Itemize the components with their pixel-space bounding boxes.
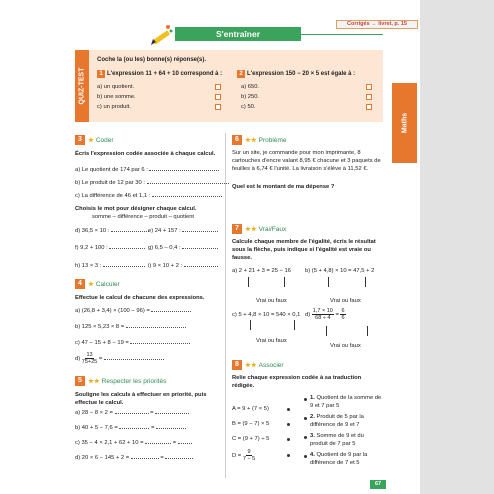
equality-c: c) 5 + 4,8 × 10 = 540 × 0,1 [232,312,301,318]
exercise-5-item-d[interactable] [75,455,193,461]
arrow-down [367,326,368,336]
quiz-question-1 [97,70,222,78]
exercise-6-title: Problème [258,136,287,144]
exercise-5-item-b[interactable] [75,425,186,431]
exercise-4-item-d[interactable] [75,352,164,365]
arrow-down [294,320,295,330]
exercise-3-calc-e[interactable] [148,228,218,234]
difficulty-stars: ★★ [245,137,257,144]
exercise-5-header [75,376,166,386]
difficulty-stars: ★★ [88,378,100,385]
answer-line[interactable] [184,266,218,267]
item-text: b) 40 + 5 − 7,6 = [75,425,118,431]
item-text: c) 35 − 4 × 2,1 + 62 + 10 = [75,440,144,446]
true-false-field-b[interactable]: Vrai ou faux [330,298,361,304]
exercise-3-instruction: Écris l'expression codée associée à chaque calcul. [75,151,216,157]
exercise-3-calc-i[interactable] [148,263,218,269]
item-text: e) 24 + 157 : [148,228,181,234]
exercise-8-instruction: Relie chaque expression codée à sa traduction rédigée. [232,375,362,389]
answer-line[interactable] [126,327,186,328]
translation-1 [310,394,382,410]
answer-line[interactable] [182,231,218,232]
item-text: c) La différence de 46 et 1,1 : [75,193,151,199]
expression-d [232,449,255,462]
arrow-down [284,277,285,287]
quiz-q2-option-c: c) 50. [241,104,256,110]
fraction [312,308,334,321]
item-text: a) (26,8 + 3,4) × (100 − 96) = [75,308,150,314]
checkbox-q1-c[interactable] [215,104,221,110]
item-text: a) 28 − 8 × 2 = [75,410,113,416]
side-margin [420,0,494,494]
exercise-6-header [232,135,286,145]
item-text: a) Le quotient de 174 par 6 : [75,167,148,173]
link-dot-d[interactable] [287,454,290,457]
true-false-field-d[interactable]: Vrai ou faux [330,343,361,349]
exercise-3-item-c[interactable] [75,193,222,199]
exercise-4-title: Calculer [95,280,120,288]
answer-line[interactable] [151,311,191,312]
link-dot-a[interactable] [287,408,290,411]
exercise-7-header [232,224,286,234]
exercise-7-title: Vrai/Faux [258,225,287,233]
quiz-q1-option-c: c) un produit. [97,104,131,110]
checkbox-q2-b[interactable] [366,94,372,100]
answer-line[interactable] [152,196,222,197]
denominator: 68 ÷ 4 [315,315,331,321]
answer-line[interactable] [165,458,193,459]
quiz-q2-number: 2 [237,70,245,78]
item-label: d) [75,356,81,363]
answer-line[interactable] [156,428,186,429]
equals-sign: = [150,425,155,431]
answer-line[interactable] [147,183,229,184]
exercise-7-instruction: Calcule chaque membre de l'égalité, écris le résultat sous la flèche, puis indique si l'égalité est vraie ou fausse. [232,239,376,261]
answer-line[interactable] [178,443,192,444]
exercise-3-instruction-2: Choisis le mot pour désigner chaque calcul. [75,206,197,212]
true-false-field-c[interactable]: Vrai ou faux [256,338,287,344]
checkbox-q2-a[interactable] [366,84,372,90]
translation-text: Somme de 9 et du produit de 7 par 5 [310,433,364,447]
quiz-q2-option-b: b) 250. [241,94,260,100]
quiz-panel [75,50,383,122]
exercise-4-item-a[interactable] [75,308,191,314]
exercise-3-header [75,135,114,145]
link-dot-3[interactable] [304,436,307,439]
answer-line[interactable] [131,458,159,459]
fraction [340,308,345,321]
quiz-q2-text: L'expression 150 − 20 × 5 est égale à : [247,71,356,77]
equals-sign: = [160,455,164,461]
checkbox-q1-b[interactable] [215,94,221,100]
quiz-q1-option-b: b) une somme. [97,94,136,100]
exercise-3-item-b[interactable] [75,180,229,186]
quiz-question-2 [237,70,355,78]
exercise-6-question: Quel est le montant de ma dépense ? [232,184,335,190]
quiz-q2-option-a: a) 650. [241,84,260,90]
corriges-reference[interactable]: Corrigés → livret, p. 15 [336,20,418,29]
word-list: somme – différence – produit – quotient [92,214,195,220]
denominator: 7 − 5 [242,456,256,462]
translation-text: Quotient de 9 par la différence de 7 et 5 [310,452,368,466]
denominator: 6 [341,315,345,321]
answer-line[interactable] [145,443,171,444]
translation-number: 4. [310,452,315,458]
answer-line[interactable] [115,413,149,414]
item-text: g) 6,5 – 0,4 : [148,245,181,251]
arrow-down [248,277,249,287]
exercise-4-instruction: Effectue le calcul de chacune des expressions. [75,295,205,301]
translation-text: Quotient de la somme de 9 et 7 par 5 [310,395,382,409]
exercise-3-calc-g[interactable] [148,245,218,251]
item-text: h) 13 × 3 : [75,263,102,269]
translation-number: 1. [310,395,315,401]
translation-2 [310,413,382,429]
item-text: b) Le produit de 12 par 30 : [75,180,145,186]
arrow-down [250,320,251,330]
equals-sign: = [335,312,339,319]
item-text: d) 20 × 6 − 145 + 2 = [75,455,130,461]
true-false-field-a[interactable]: Vrai ou faux [256,298,287,304]
exercise-3-calc-f[interactable] [75,245,145,251]
pencil-icon [148,22,174,48]
exercise-7-number: 7 [232,224,242,234]
answer-line[interactable] [109,248,145,249]
exercise-4-item-c[interactable] [75,340,190,346]
link-dot-1[interactable] [304,398,307,401]
item-text: i) 9 × 10 + 2 : [148,263,183,269]
link-dot-b[interactable] [287,423,290,426]
equals-sign: = [150,410,154,416]
exercise-3-item-a[interactable] [75,167,219,173]
answer-line[interactable] [111,231,149,232]
quiz-instruction: Coche la (ou les) bonne(s) réponse(s). [97,57,207,63]
item-text: b) 125 × 5,23 × 8 = [75,324,125,330]
arrow-down [326,326,327,336]
answer-line[interactable] [104,359,164,360]
expression-b: B = (9 − 7) × 5 [232,421,270,427]
exercise-3-calc-d[interactable] [75,228,149,234]
side-tab-maths[interactable] [392,83,417,163]
answer-line[interactable] [119,428,149,429]
link-dot-2[interactable] [304,417,307,420]
translation-text: Produit de 5 par la différence de 9 et 7 [310,414,364,428]
exercise-5-instruction: Souligne les calculs à effectuer en priorité, puis effectue le calcul. [75,392,207,406]
denominator: 75+25 [81,359,98,365]
quiz-q1-option-a: a) un quotient. [97,84,135,90]
answer-line[interactable] [182,248,218,249]
exercise-4-header [75,279,120,289]
answer-line[interactable] [149,170,219,171]
exercise-6-number: 6 [232,135,242,145]
exercise-5-item-a[interactable] [75,410,189,416]
equality-d [305,308,346,321]
exercise-3-number: 3 [75,135,85,145]
equals-sign: = [172,440,177,446]
exercise-8-header [232,360,284,370]
answer-line[interactable] [103,266,145,267]
difficulty-stars: ★★ [245,362,257,369]
item-text: f) 9,2 + 100 : [75,245,108,251]
equality-a: a) 2 + 21 + 3 = 25 − 16 [232,268,291,274]
equality-b: b) (5 + 4,8) × 10 = 47,5 + 2 [305,268,375,274]
expression-c: C = (9 + 7) ÷ 5 [232,436,270,442]
exercise-6-text: Sur un site, je commande pour mon imprimante, 8 cartouches d'encre valant 8,95 € chacune et 3 paquets de feuilles à 6,74 € l'unité. La livraison s'élève à 11,52 €. [232,150,381,172]
item-label: D = [232,453,242,460]
difficulty-stars: ★ [88,137,94,144]
equals-sign: = [98,356,103,363]
exercise-5-title: Respecter les priorités [101,377,167,385]
quiz-label-text: QUIZ-TEST [78,67,86,105]
exercise-4-number: 4 [75,279,85,289]
link-dot-4[interactable] [304,455,307,458]
translation-3 [310,432,382,448]
answer-line[interactable] [155,413,189,414]
quiz-q1-number: 1 [97,70,105,78]
quiz-label [75,50,89,122]
page-number: 67 [370,480,386,489]
title-rule [301,34,383,35]
quiz-q1-text: L'expression 11 + 64 + 10 correspond à : [107,71,223,77]
side-tab-label: Maths [401,112,408,134]
translation-number: 2. [310,414,315,420]
exercise-8-number: 8 [232,360,242,370]
arrow-down [328,277,329,287]
difficulty-stars: ★ [88,281,94,288]
fraction [243,449,255,462]
checkbox-q1-a[interactable] [215,84,221,90]
answer-line[interactable] [130,343,190,344]
exercise-8-title: Associer [258,361,284,369]
item-text: d) 36,5 × 10 : [75,228,110,234]
exercise-3-title: Coder [95,136,114,144]
item-text: c) 47 − 15 + 8 − 19 = [75,340,129,346]
exercise-4-item-b[interactable] [75,324,186,330]
link-dot-c[interactable] [287,438,290,441]
numerator: 1,7 × 10 [312,308,333,314]
exercise-3-calc-h[interactable] [75,263,145,269]
numerator: 9 [247,449,251,455]
checkbox-q2-c[interactable] [366,104,372,110]
arrow-down [365,277,366,287]
page-title: S'entraîner [175,27,301,41]
translation-4 [310,451,382,467]
exercise-5-number: 5 [75,376,85,386]
fraction [82,352,97,365]
difficulty-stars: ★★ [245,226,257,233]
exercise-5-item-c[interactable] [75,440,192,446]
translation-number: 3. [310,433,315,439]
expression-a: A = 9 + (7 × 5) [232,406,269,412]
numerator: 13 [86,352,93,358]
item-label: d) [305,312,311,319]
numerator: 6 [341,308,345,314]
